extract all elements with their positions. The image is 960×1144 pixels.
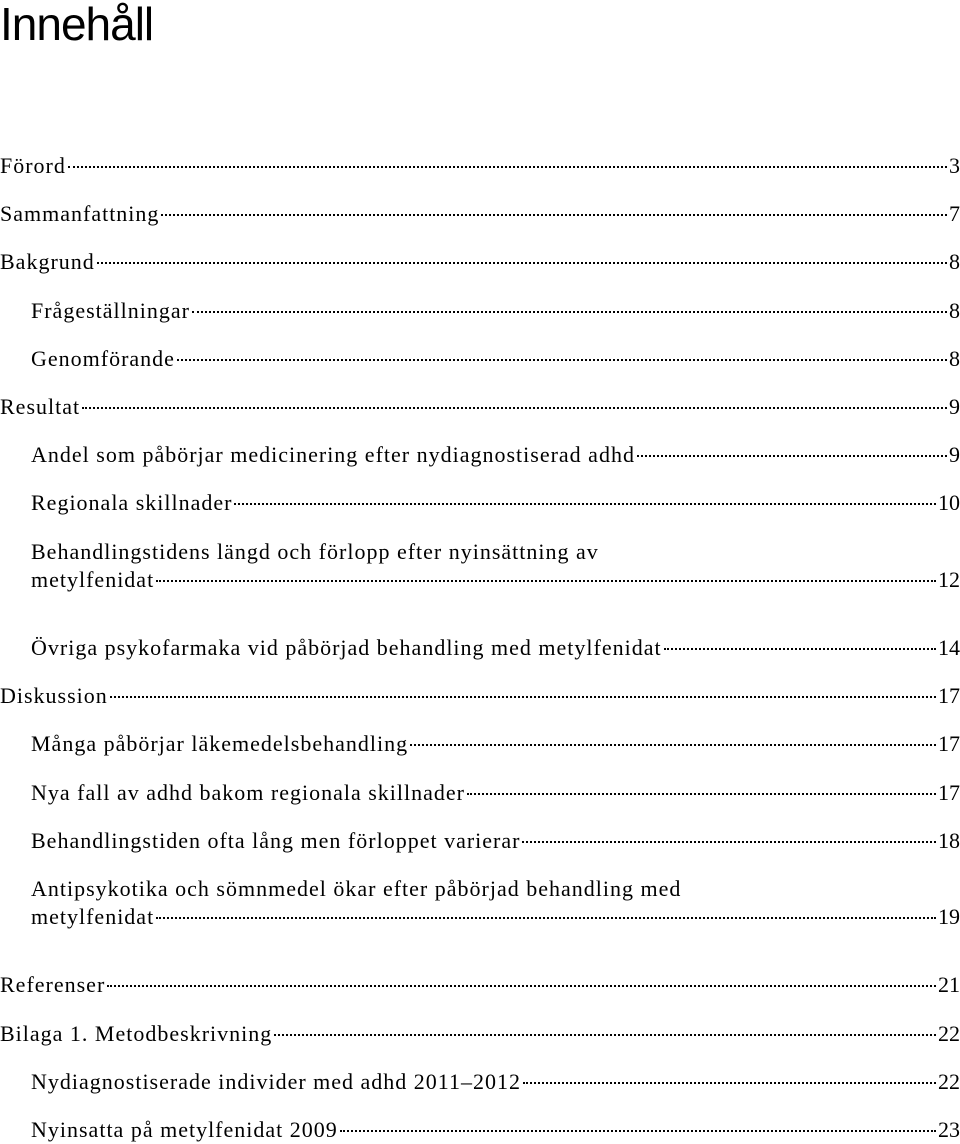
toc-page-number: 14	[938, 635, 960, 660]
toc-page-number: 7	[949, 201, 960, 226]
toc-entry-text: Resultat	[0, 394, 81, 419]
toc-page-number: 18	[938, 828, 960, 853]
toc-entry-text: Bilaga 1. Metodbeskrivning	[0, 1021, 273, 1046]
toc-entry[interactable]	[0, 682, 960, 710]
toc-entry[interactable]	[0, 345, 960, 373]
toc-page-number: 8	[949, 346, 960, 371]
toc-entry-text: Frågeställningar	[31, 298, 190, 323]
toc-entry[interactable]	[0, 779, 960, 807]
dot-leader	[110, 696, 936, 698]
toc-entry[interactable]	[0, 634, 960, 662]
toc-entry[interactable]	[0, 1068, 960, 1096]
toc-entry-text: Nya fall av adhd bakom regionala skillnader	[31, 780, 465, 805]
toc-entry-text: Många påbörjar läkemedelsbehandling	[31, 731, 409, 756]
toc-entry-text: Diskussion	[0, 683, 108, 708]
toc-entry-text: Bakgrund	[0, 249, 95, 274]
dot-leader	[68, 166, 947, 168]
toc-entry-text-line: Antipsykotika och sömnmedel ökar efter påbörjad behandling med	[31, 876, 682, 901]
toc-entry-text: metylfenidat	[31, 567, 155, 592]
toc-page-number: 17	[938, 683, 960, 708]
toc-entry-text: Behandlingstiden ofta lång men förloppet varierar	[31, 828, 521, 853]
toc-page-number: 21	[938, 972, 960, 997]
toc-page-number: 23	[938, 1117, 960, 1142]
toc-entry-text: Regionala skillnader	[31, 490, 233, 515]
toc-entry[interactable]	[0, 152, 960, 180]
toc-entry[interactable]	[0, 971, 960, 999]
toc-entry[interactable]	[0, 248, 960, 276]
dot-leader	[234, 503, 936, 505]
toc-page-number: 17	[938, 731, 960, 756]
toc-page-number: 22	[938, 1021, 960, 1046]
toc-entry[interactable]	[0, 730, 960, 758]
dot-leader	[274, 1034, 936, 1036]
toc-entry[interactable]	[0, 1116, 960, 1144]
toc-entry[interactable]	[0, 538, 960, 594]
toc-page-number: 10	[938, 490, 960, 515]
toc-page-number: 8	[949, 298, 960, 323]
toc-entry-text: Referenser	[0, 972, 106, 997]
toc-page-number: 19	[938, 904, 960, 929]
toc-page-number: 12	[938, 567, 960, 592]
toc-entry-text: Förord	[0, 153, 66, 178]
toc-entry-text: Andel som påbörjar medicinering efter nydiagnostiserad adhd	[31, 442, 635, 467]
toc-entry[interactable]	[0, 297, 960, 325]
dot-leader	[664, 648, 936, 650]
dot-leader	[523, 1082, 936, 1084]
toc-entry-text-line: Behandlingstidens längd och förlopp efter nyinsättning av	[31, 539, 599, 564]
dot-leader	[156, 580, 936, 582]
toc-page-number: 9	[949, 442, 960, 467]
toc-entry-text: Nydiagnostiserade individer med adhd 2011–2012	[31, 1069, 521, 1094]
toc-page-number: 8	[949, 249, 960, 274]
toc-entry-text: metylfenidat	[31, 904, 155, 929]
toc-entry-text: Övriga psykofarmaka vid påbörjad behandling med metylfenidat	[31, 635, 662, 660]
dot-leader	[340, 1130, 936, 1132]
toc-entry[interactable]	[0, 441, 960, 469]
dot-leader	[522, 841, 936, 843]
dot-leader	[97, 262, 947, 264]
toc-page-number: 17	[938, 780, 960, 805]
toc-entry[interactable]	[0, 827, 960, 855]
toc-entry[interactable]	[0, 393, 960, 421]
dot-leader	[161, 214, 947, 216]
dot-leader	[156, 917, 936, 919]
toc-page-number: 22	[938, 1069, 960, 1094]
dot-leader	[410, 744, 936, 746]
toc-entry[interactable]	[0, 875, 960, 931]
dot-leader	[192, 311, 947, 313]
dot-leader	[177, 359, 947, 361]
toc-entry[interactable]	[0, 1020, 960, 1048]
dot-leader	[107, 985, 936, 987]
toc-entry-text: Nyinsatta på metylfenidat 2009	[31, 1117, 338, 1142]
dot-leader	[82, 407, 947, 409]
page-title: Innehåll	[0, 0, 154, 50]
toc-entry[interactable]	[0, 200, 960, 228]
toc-page-number: 3	[949, 153, 960, 178]
dot-leader	[637, 455, 947, 457]
toc-entry-text: Genomförande	[31, 346, 175, 371]
toc-entry-text: Sammanfattning	[0, 201, 160, 226]
dot-leader	[467, 793, 936, 795]
toc-page-number: 9	[949, 394, 960, 419]
toc-entry[interactable]	[0, 489, 960, 517]
